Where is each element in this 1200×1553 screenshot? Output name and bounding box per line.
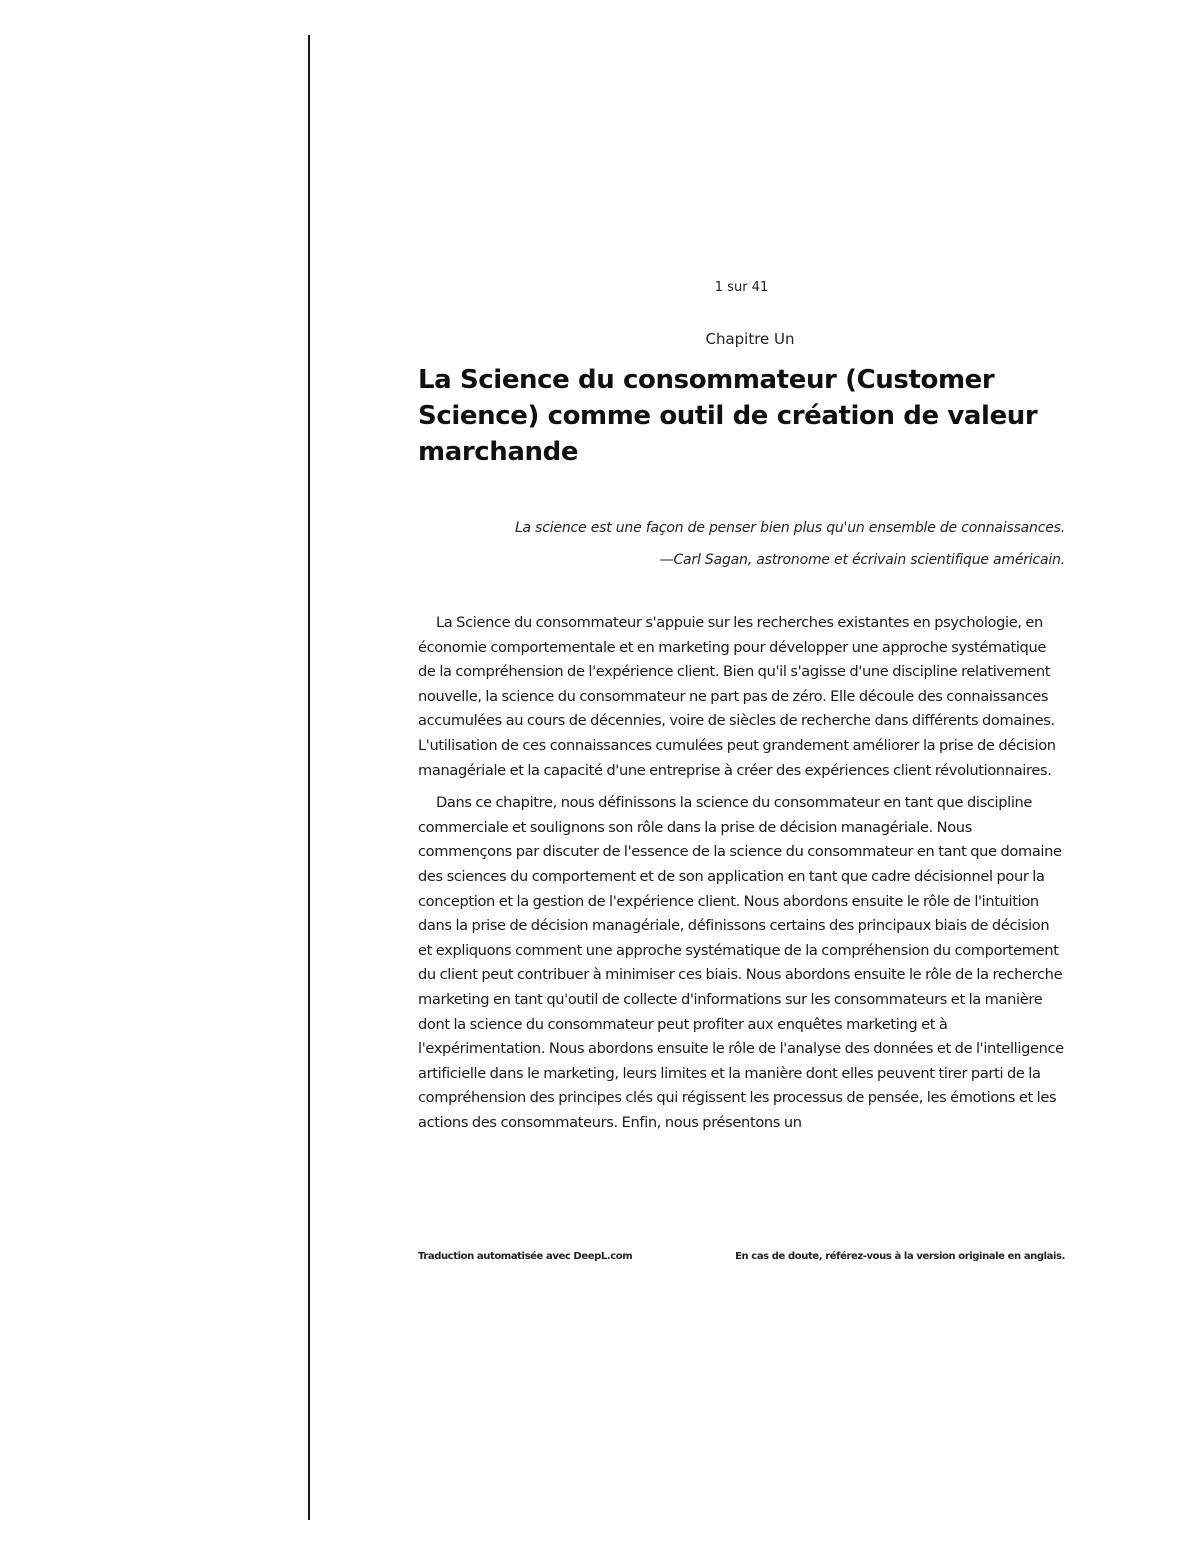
page-margin-rule [308,35,310,1520]
body-paragraph: La Science du consommateur s'appuie sur les recherches existantes en psychologie, en économie comportementale et en marketing pour développer une approche systématique de la compréhension de l'expérience client. Bien qu'il s'agisse d'une discipline relativement nouvelle, la science du consommateur ne part pas de zéro. Elle découle des connaissances accumulées au cours de décennies, voire de siècles de recherche dans différents domaines. L'utilisation de ces connaissances cumulées peut grandement améliorer la prise de décision managériale et la capacité d'une entreprise à créer des expériences client révolutionnaires. [418,614,1056,779]
chapter-title: La Science du consommateur (Customer Science) comme outil de création de valeur marchande [418,365,1038,467]
epigraph-quote: La science est une façon de penser bien plus qu'un ensemble de connaissances. [514,520,1065,536]
body-text [418,611,1065,1143]
footer-translation-note: Traduction automatisée avec DeepL.com [418,1251,633,1262]
page-number: 1 sur 41 [714,280,769,295]
body-paragraph: Dans ce chapitre, nous définissons la science du consommateur en tant que discipline commerciale et soulignons son rôle dans la prise de décision managériale. Nous commençons par discuter de l'essence de la science du consommateur en tant que domaine des sciences du comportement et de son application en tant que cadre décisionnel pour la conception et la gestion de l'expérience client. Nous abordons ensuite le rôle de l'intuition dans la prise de décision managériale, définissons certains des principaux biais de décision et expliquons comment une approche systématique de la compréhension du comportement du client peut contribuer à minimiser ces biais. Nous abordons ensuite le rôle de la recherche marketing en tant qu'outil de collecte d'informations sur les consommateurs et la manière dont la science du consommateur peut profiter aux enquêtes marketing et à l'expérimentation. Nous abordons ensuite le rôle de l'analyse des données et de l'intelligence artificielle dans le marketing, leurs limites et la manière dont elles peuvent tirer parti de la compréhension des principes clés qui régissent les processus de pensée, les émotions et les actions des consommateurs. Enfin, nous présentons un [418,794,1064,1131]
chapter-label: Chapitre Un [705,330,795,348]
epigraph [418,512,1065,576]
epigraph-attribution: —Carl Sagan, astronome et écrivain scientifique américain. [659,552,1065,568]
footer-disclaimer: En cas de doute, référez-vous à la version originale en anglais. [735,1251,1065,1262]
